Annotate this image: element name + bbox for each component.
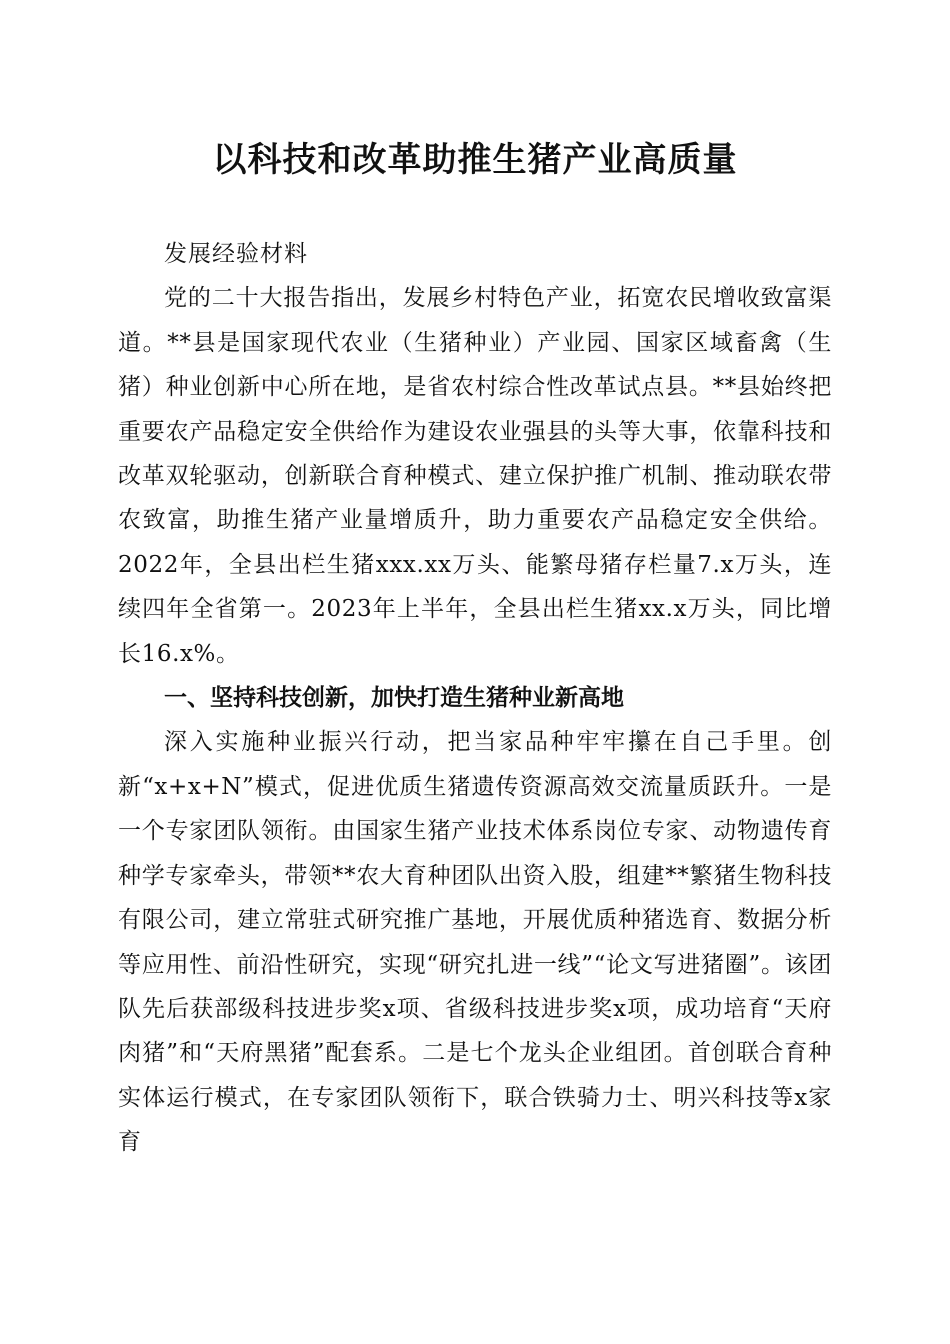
section-paragraph: 深入实施种业振兴行动，把当家品种牢牢攥在自己手里。创新“x+x+N”模式，促进优质生猪遗传资源高效交流量质跃升。一是一个专家团队领衔。由国家生猪产业技术体系岗位专家、动物遗传育种学专家牵头，带领**农大育种团队出资入股，组建**繁猪生物科技有限公司，建立常驻式研究推广基地，开展优质种猪选育、数据分析等应用性、前沿性研究，实现“研究扎进一线”“论文写进猪圈”。该团队先后获部级科技进步奖x项、省级科技进步奖x项，成功培育“天府肉猪”和“天府黑猪”配套系。二是七个龙头企业组团。首创联合育种实体运行模式，在专家团队领衔下，联合铁骑力士、明兴科技等x家育 — [118, 729, 832, 1156]
section-heading: 一、坚持科技创新，加快打造生猪种业新高地 — [164, 685, 624, 712]
document-body — [118, 232, 832, 1165]
title-continuation: 发展经验材料 — [164, 241, 308, 267]
document-title: 以科技和改革助推生猪产业高质量 — [212, 140, 738, 180]
intro-paragraph: 党的二十大报告指出，发展乡村特色产业，拓宽农民增收致富渠道。**县是国家现代农业（生猪种业）产业园、国家区域畜禽（生猪）种业创新中心所在地，是省农村综合性改革试点县。**县始终把重要农产品稳定安全供给作为建设农业强县的头等大事，依靠科技和改革双轮驱动，创新联合育种模式、建立保护推广机制、推动联农带农致富，助推生猪产业量增质升，助力重要农产品稳定安全供给。2022年，全县出栏生猪xxx.xx万头、能繁母猪存栏量7.x万头，连续四年全省第一。2023年上半年，全县出栏生猪xx.x万头，同比增长16.x%。 — [118, 285, 832, 667]
